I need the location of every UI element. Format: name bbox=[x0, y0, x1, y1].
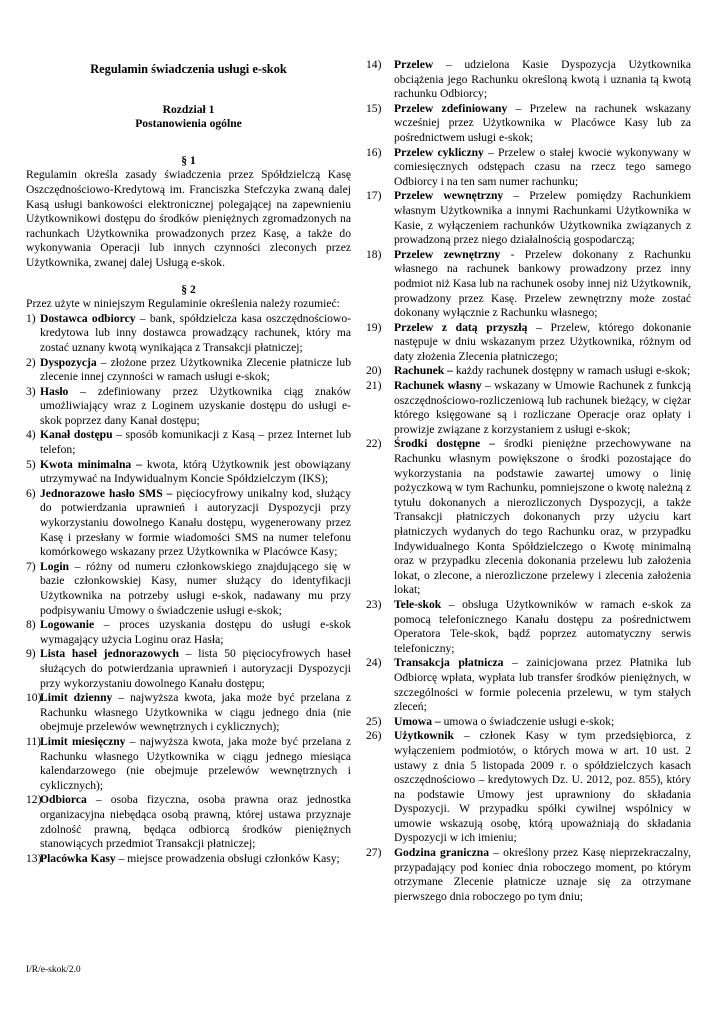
definition-number: 21) bbox=[366, 379, 382, 393]
definition-item bbox=[366, 321, 691, 365]
definition-term: Hasło bbox=[40, 384, 69, 398]
definition-text bbox=[394, 598, 691, 656]
definition-number: 14) bbox=[366, 58, 382, 71]
definition-body: – różny od numeru członkowskiego znajdującego się w bazie członkowskiej Kasy, numer służący do identyfikacji Użytkownika na potrzeby usługi e-skok, nadawany mu przy podpisywaniu Umowy o świadczenie usługi e-skok; bbox=[40, 559, 351, 617]
definition-number: 6) bbox=[26, 486, 36, 500]
definition-body: środki pieniężne przechowywane na Rachunku własnym powiększone o środki pozostające do wykorzystania na podstawie zawartej umowy o linię pożyczkową w tym Rachunku, pomniejszone o kwotę należną z tytułu dokonanych a nierozliczonych Dyspozycji, a także Transakcji płatniczych dokonanych przy użyciu kart płatniczych wydanych do tego Rachunku oraz, w przypadku Indywidualnego Konta Spółdzielczego o Kwotę minimalną oraz w przypadku zlecenia dokonania przelewu lub założenia lokat, o zlecone, a nierozliczone przelewy i zlecenia założenia lokat; bbox=[394, 437, 691, 597]
definition-text bbox=[40, 458, 351, 487]
definition-item bbox=[26, 312, 351, 356]
definition-term: Tele-skok bbox=[394, 597, 442, 611]
document-footer: I/R/e-skok/2.0 bbox=[26, 965, 81, 975]
definition-body: – obsługa Użytkowników w ramach e-skok za pomocą telefonicznego Kanału dostępu za pośrednictwem Operatora Tele-skok, bądź poprzez automatyczny serwis telefoniczny; bbox=[394, 597, 691, 655]
definition-number: 22) bbox=[366, 437, 382, 451]
definition-text bbox=[40, 691, 351, 735]
definition-text bbox=[40, 735, 351, 793]
definition-number: 17) bbox=[366, 189, 382, 203]
definition-number: 27) bbox=[366, 846, 382, 860]
definition-number: 8) bbox=[26, 618, 36, 632]
definition-body: – złożone przez Użytkownika Zlecenie płatnicze lub zlecenie innej czynności w ramach usługi e-skok; bbox=[40, 355, 351, 384]
definition-item bbox=[366, 715, 691, 730]
definition-text bbox=[394, 437, 691, 598]
definition-body: – Przelew na rachunek wskazany wcześniej przez Użytkownika w Placówce Kasy lub za pośrednictwem usługi e-skok; bbox=[394, 101, 692, 144]
definition-term: Dostawca odbiorcy bbox=[40, 311, 136, 325]
definition-number: 12) bbox=[26, 793, 42, 807]
definition-item bbox=[26, 428, 351, 457]
definition-text bbox=[40, 618, 351, 647]
definition-text bbox=[394, 102, 691, 146]
chapter-subtitle: Postanowienia ogólne bbox=[135, 117, 242, 131]
definition-item bbox=[366, 656, 691, 714]
definition-text bbox=[40, 385, 351, 429]
definition-body: – proces uzyskania dostępu do usługi e-skok wymagający użycia Loginu oraz Hasła; bbox=[40, 618, 351, 646]
definition-item bbox=[26, 793, 351, 851]
definition-number: 7) bbox=[26, 559, 36, 573]
definition-body: – sposób komunikacji z Kasą – przez Internet lub telefon; bbox=[40, 428, 351, 457]
definition-item bbox=[26, 487, 351, 560]
definition-item bbox=[26, 458, 351, 487]
section-1-heading: § 1 bbox=[181, 153, 196, 167]
definition-text bbox=[394, 321, 691, 365]
definition-text bbox=[394, 146, 691, 190]
right-column bbox=[366, 58, 691, 904]
definition-text bbox=[40, 852, 351, 867]
definition-term: Kanał dostępu bbox=[40, 428, 113, 442]
definition-term: Przelew bbox=[394, 58, 434, 71]
definition-item bbox=[366, 379, 691, 437]
definition-body: – zdefiniowany przez Użytkownika ciąg znaków umożliwiający wraz z Loginem uzyskanie dostępu do usługi e-skok poprzez dany Kanał dostępu; bbox=[40, 384, 351, 427]
section-1-text: Regulamin określa zasady świadczenia przez Spółdzielczą Kasę Oszczędnościowo-Kredytową im. Franciszka Stefczyka zwaną dalej Kasą usługi bankowości elektronicznej polegającej na zapewnieniu Użytkownikowi dostępu do środków pieniężnych zgromadzonych na rachunkach Użytkownika prowadzonych przez Kasę, a także do wykonywania Operacji lub innych czynności zleconych przez Użytkownika, zwanej dalej Usługą e-skok. bbox=[26, 168, 351, 269]
definition-text bbox=[394, 189, 691, 247]
definition-term: Godzina graniczna bbox=[394, 846, 489, 860]
definition-body: – zainicjowana przez Płatnika lub Odbiorcę wpłata, wypłata lub transfer środków pieniężnych, w szczególności w formie polecenia przelewu, w tym stałych zleceń; bbox=[394, 656, 691, 714]
definition-text bbox=[394, 729, 691, 846]
definition-item bbox=[26, 560, 351, 618]
definition-body: umowa o świadczenie usługi e-skok; bbox=[440, 714, 615, 728]
definition-body: – członek Kasy w tym przedsiębiorca, z wyłączeniem podmiotów, o których mowa w art. 10 ust. 2 ustawy z dnia 5 listopada 2009 r. o spółdzielczych kasach oszczędnościowo – kredytowych Dz. U. 2012, poz. 855), który na podstawie Umowy jest uprawniony do składania Dyspozycji. W przypadku spółki cywilnej wspólnicy w umowie wskazują osobę, którą upoważniają do składania Dyspozycji w ich imieniu; bbox=[394, 729, 691, 845]
definition-number: 13) bbox=[26, 851, 42, 865]
definition-item bbox=[26, 691, 351, 735]
definition-item bbox=[26, 852, 351, 867]
definition-number: 20) bbox=[366, 364, 382, 378]
definition-body: – określony przez Kasę nieprzekraczalny, przypadający pod koniec dnia roboczego moment, po którym otrzymane Zlecenie płatnicze uznaje się za otrzymane pierwszego dnia roboczego po tym dniu; bbox=[394, 846, 691, 903]
definition-body: - Przelew dokonany z Rachunku własnego na rachunek bankowy prowadzony przez inny podmiot niż Kasa lub na rachunek osoby innej niż Użytkownik, prowadzony przez Kasę. Przelew zewnętrzny może zostać dokonany wyłącznie z Rachunku własnego; bbox=[394, 247, 691, 320]
definition-body: każdy rachunek dostępny w ramach usługi e-skok; bbox=[452, 364, 691, 378]
definition-item bbox=[366, 729, 691, 846]
definition-body: – miejsce prowadzenia obsługi członków Kasy; bbox=[115, 851, 340, 865]
definition-number: 1) bbox=[26, 311, 36, 325]
definition-item bbox=[366, 189, 691, 247]
definition-number: 24) bbox=[366, 656, 382, 670]
definition-number: 9) bbox=[26, 647, 36, 661]
definition-term: Przelew wewnętrzny bbox=[394, 189, 504, 203]
definition-body: – lista 50 pięciocyfrowych haseł służących do potwierdzania uprawnień i autoryzacji Dyspozycji przy wykorzystaniu dowolnego Kanału dostępu; bbox=[40, 647, 351, 690]
definition-term: Limit dzienny bbox=[40, 691, 113, 705]
definition-term: Lista haseł jednorazowych bbox=[40, 647, 180, 661]
definition-text bbox=[40, 428, 351, 457]
definition-term: Kwota minimalna – bbox=[40, 457, 142, 471]
definition-term: Przelew cykliczny bbox=[394, 145, 484, 159]
definition-body: – bank, spółdzielcza kasa oszczędnościowo-kredytowa lub inny dostawca prowadzący rachunek, który ma zostać uznany kwotą wynikająca z Transakcji płatniczej; bbox=[40, 311, 351, 354]
definition-number: 10) bbox=[26, 691, 42, 705]
definition-term: Dyspozycja bbox=[40, 355, 97, 369]
document-title: Regulamin świadczenia usługi e-skok bbox=[90, 62, 287, 76]
definition-term: Środki dostępne – bbox=[394, 437, 496, 451]
definition-term: Jednorazowe hasło SMS – bbox=[40, 486, 173, 500]
definition-list-right bbox=[366, 58, 691, 904]
definition-term: Odbiorca bbox=[40, 793, 87, 807]
definition-item bbox=[366, 598, 691, 656]
definition-text bbox=[40, 647, 351, 691]
definition-text bbox=[40, 312, 351, 356]
definition-item bbox=[26, 385, 351, 429]
definition-item bbox=[26, 735, 351, 793]
definition-item bbox=[366, 248, 691, 321]
definition-body: – Przelew o stałej kwocie wykonywany w comiesięcznych odstępach czasu na rzecz tego samego Odbiorcy i na ten sam numer rachunku; bbox=[394, 145, 692, 188]
definition-item bbox=[366, 364, 691, 379]
definition-term: Logowanie bbox=[40, 618, 95, 632]
definition-term: Przelew zewnętrzny bbox=[394, 247, 501, 261]
definition-number: 18) bbox=[366, 247, 382, 261]
definition-text bbox=[40, 356, 351, 385]
definition-text bbox=[394, 715, 691, 730]
definition-number: 25) bbox=[366, 714, 382, 728]
definition-term: Rachunek – bbox=[394, 364, 453, 378]
section-2-heading: § 2 bbox=[181, 282, 196, 296]
section-2-intro: Przez użyte w niniejszym Regulaminie określenia należy rozumieć: bbox=[26, 297, 340, 311]
definition-body: kwota, którą Użytkownik jest obowiązany utrzymywać na Indywidualnym Koncie Spółdzielczym (IKS); bbox=[40, 457, 351, 486]
definition-text bbox=[40, 560, 351, 618]
definition-item bbox=[26, 618, 351, 647]
definition-number: 3) bbox=[26, 384, 36, 398]
definition-item bbox=[366, 58, 691, 102]
definition-body: – najwyższa kwota, jaka może być przelana z Rachunku własnego Użytkownika w ciągu jednego dnia (nie obejmuje przelewów wewnętrznych i cyklicznych); bbox=[40, 691, 351, 734]
definition-text bbox=[394, 379, 691, 437]
definition-term: Umowa – bbox=[394, 714, 441, 728]
definition-item bbox=[26, 647, 351, 691]
definition-text bbox=[40, 487, 351, 560]
definition-text bbox=[394, 656, 691, 714]
definition-body: – osoba fizyczna, osoba prawna oraz jednostka organizacyjna niebędąca osobą prawną, której ustawa przyznaje zdolność prawną, będąca odbiorcą środków pieniężnych stanowiących przedmiot Transakcji płatniczej; bbox=[40, 793, 351, 851]
definition-item bbox=[366, 846, 691, 904]
definition-number: 4) bbox=[26, 428, 36, 442]
definition-body: – wskazany w Umowie Rachunek z funkcją oszczędnościowo-rozliczeniową lub rachunek bieżący, w ciężar którego księgowane są i rozliczane Operacje oraz opłaty i prowizje związane z korzystaniem z usługi e-skok; bbox=[394, 379, 691, 436]
definition-term: Przelew z datą przyszłą bbox=[394, 320, 528, 334]
left-column bbox=[26, 58, 351, 866]
definition-text bbox=[394, 364, 691, 379]
definition-number: 15) bbox=[366, 101, 382, 115]
definition-body: – najwyższa kwota, jaka może być przelana z Rachunku własnego Użytkownika w ciągu jednego miesiąca kalendarzowego (nie obejmuje przelewów wewnętrznych i cyklicznych); bbox=[40, 734, 351, 792]
definition-number: 5) bbox=[26, 457, 36, 471]
definition-term: Przelew zdefiniowany bbox=[394, 101, 508, 115]
definition-body: – Przelew pomiędzy Rachunkiem własnym Użytkownika a innymi Rachunkami Użytkownika w Kasie, z wyłączeniem rachunków Użytkownika związanych z prowadzoną przez niego działalnością gospodarczą; bbox=[394, 189, 692, 247]
definition-text bbox=[394, 248, 691, 321]
definition-item bbox=[26, 356, 351, 385]
definition-item bbox=[366, 437, 691, 598]
chapter-number: Rozdział 1 bbox=[162, 102, 215, 116]
definition-number: 23) bbox=[366, 597, 382, 611]
definition-term: Limit miesięczny bbox=[40, 734, 126, 748]
definition-number: 26) bbox=[366, 729, 382, 743]
definition-body: – Przelew, którego dokonanie następuje w dniu wskazanym przez Użytkownika, różnym od daty złożenia Zlecenia płatniczego; bbox=[394, 320, 692, 363]
definition-number: 19) bbox=[366, 320, 382, 334]
definition-item bbox=[366, 102, 691, 146]
definition-text bbox=[40, 793, 351, 851]
definition-term: Placówka Kasy bbox=[40, 851, 116, 865]
definition-number: 2) bbox=[26, 355, 36, 369]
definition-term: Login bbox=[40, 559, 69, 573]
definition-text bbox=[394, 58, 691, 102]
definition-term: Użytkownik bbox=[394, 729, 454, 743]
definition-body: – udzielona Kasie Dyspozycja Użytkownika obciążenia jego Rachunku określoną kwotą i uznania tą kwotą rachunku Odbiorcy; bbox=[394, 58, 691, 101]
definition-item bbox=[366, 146, 691, 190]
definition-term: Rachunek własny bbox=[394, 379, 482, 393]
definition-number: 11) bbox=[26, 734, 42, 748]
definition-term: Transakcja płatnicza bbox=[394, 656, 504, 670]
definition-text bbox=[394, 846, 691, 904]
definition-number: 16) bbox=[366, 145, 382, 159]
definition-list-left bbox=[26, 312, 351, 867]
definition-body: pięciocyfrowy unikalny kod, służący do potwierdzania uprawnień i autoryzacji Dyspozycji przy wykorzystaniu dowolnego Kanału dostępu, wygenerowany przez Kasę i przesłany w formie wiadomości SMS na numer telefonu komórkowego wskazany przez Użytkownika w Placówce Kasy; bbox=[40, 486, 351, 559]
